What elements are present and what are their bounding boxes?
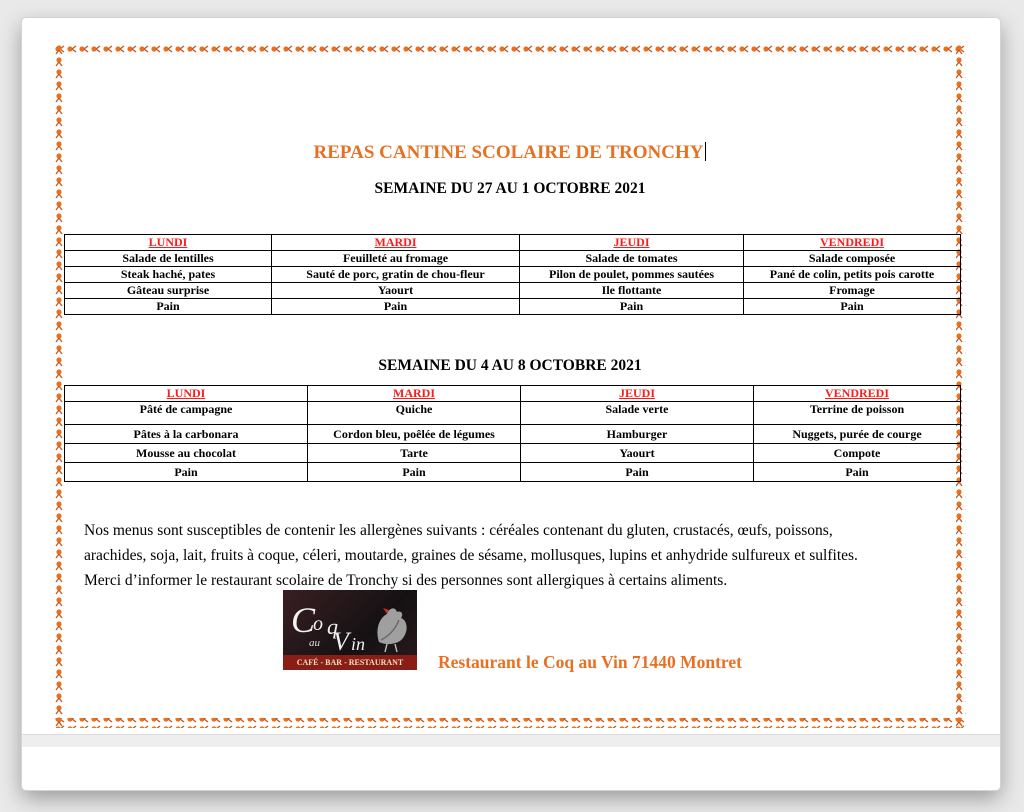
table-cell: Pain <box>308 463 521 482</box>
table-row <box>65 402 961 425</box>
svg-text:in: in <box>351 634 366 654</box>
page-bottom-edge <box>22 734 1000 747</box>
allergens-paragraph <box>84 518 964 593</box>
table-cell: Steak haché, pates <box>65 267 272 283</box>
week2-heading: SEMAINE DU 4 AU 8 OCTOBRE 2021 <box>378 357 642 374</box>
table-cell: Pain <box>272 299 520 315</box>
table-row <box>65 283 961 299</box>
table-cell: Salade composée <box>744 251 961 267</box>
table-cell: Hamburger <box>521 425 754 444</box>
document-photo <box>22 18 1000 790</box>
table-cell: Pain <box>520 299 744 315</box>
allergens-line: Merci d’informer le restaurant scolaire de Tronchy si des personnes sont allergiques à certains aliments. <box>84 572 728 589</box>
table-cell: Yaourt <box>272 283 520 299</box>
table-cell: Quiche <box>308 402 521 425</box>
table-cell: Feuilleté au fromage <box>272 251 520 267</box>
day-header: LUNDI <box>65 235 272 251</box>
text-cursor <box>705 142 706 161</box>
table-cell: Sauté de porc, gratin de chou-fleur <box>272 267 520 283</box>
day-header: VENDREDI <box>754 386 961 402</box>
table-header-row <box>65 386 961 402</box>
table-cell: Pâtes à la carbonara <box>65 425 308 444</box>
table-cell: Compote <box>754 444 961 463</box>
table-cell: Salade de tomates <box>520 251 744 267</box>
logo-strip: CAFÉ - BAR - RESTAURANT <box>283 655 417 670</box>
week1-table <box>64 234 961 315</box>
day-header: LUNDI <box>65 386 308 402</box>
day-header: MARDI <box>308 386 521 402</box>
day-header: JEUDI <box>520 235 744 251</box>
table-cell: Salade de lentilles <box>65 251 272 267</box>
svg-text:V: V <box>333 627 349 655</box>
table-cell: Pané de colin, petits pois carotte <box>744 267 961 283</box>
rooster-icon <box>283 590 417 655</box>
table-cell: Cordon bleu, poêlée de légumes <box>308 425 521 444</box>
svg-text:q: q <box>327 614 338 639</box>
table-row <box>65 444 961 463</box>
day-header: MARDI <box>272 235 520 251</box>
menu-page <box>54 44 966 728</box>
week1-heading: SEMAINE DU 27 AU 1 OCTOBRE 2021 <box>374 180 646 197</box>
allergens-line: Nos menus sont susceptibles de contenir les allergènes suivants : céréales contenant du gluten, crustacés, œufs, poissons, <box>84 522 833 539</box>
table-cell: Gâteau surprise <box>65 283 272 299</box>
table-cell: Pain <box>521 463 754 482</box>
page-title-text: REPAS CANTINE SCOLAIRE DE TRONCHY <box>313 142 704 163</box>
table-row <box>65 463 961 482</box>
table-cell: Tarte <box>308 444 521 463</box>
restaurant-name: Restaurant le Coq au Vin 71440 Montret <box>438 652 742 672</box>
table-cell: Fromage <box>744 283 961 299</box>
table-row <box>65 267 961 283</box>
table-cell: Ile flottante <box>520 283 744 299</box>
svg-text:o: o <box>313 613 323 635</box>
table-cell: Yaourt <box>521 444 754 463</box>
table-cell: Pâté de campagne <box>65 402 308 425</box>
day-header: JEUDI <box>521 386 754 402</box>
day-header: VENDREDI <box>744 235 961 251</box>
week2-table <box>64 385 961 482</box>
svg-text:au: au <box>309 637 320 649</box>
table-cell: Pain <box>65 299 272 315</box>
table-cell: Pilon de poulet, pommes sautées <box>520 267 744 283</box>
table-cell: Pain <box>65 463 308 482</box>
page-title <box>54 142 966 164</box>
table-cell: Nuggets, purée de courge <box>754 425 961 444</box>
svg-text:C: C <box>291 600 316 640</box>
table-cell: Terrine de poisson <box>754 402 961 425</box>
table-cell: Mousse au chocolat <box>65 444 308 463</box>
table-row <box>65 299 961 315</box>
table-cell: Salade verte <box>521 402 754 425</box>
table-cell: Pain <box>744 299 961 315</box>
allergens-line: arachides, soja, lait, fruits à coque, céleri, moutarde, graines de sésame, mollusques, lupins et anhydride sulfureux et sulfites. <box>84 547 858 564</box>
restaurant-logo <box>283 590 417 670</box>
table-header-row <box>65 235 961 251</box>
table-cell: Pain <box>754 463 961 482</box>
table-row <box>65 425 961 444</box>
table-row <box>65 251 961 267</box>
